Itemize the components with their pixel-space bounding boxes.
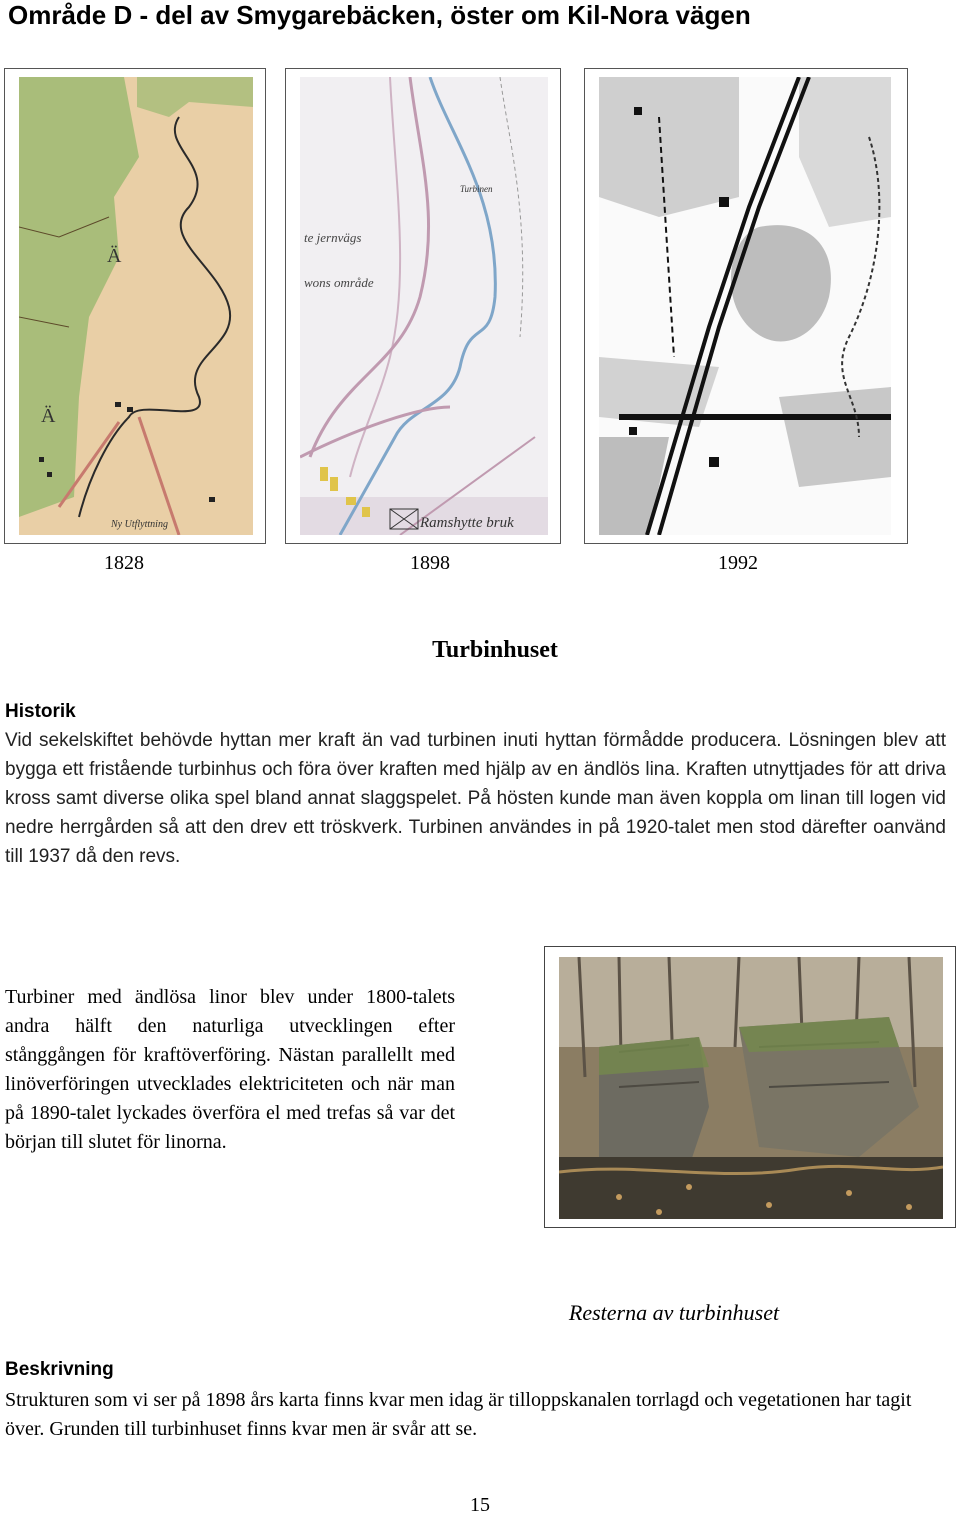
beskrivning-heading: Beskrivning bbox=[5, 1359, 114, 1380]
page-title: Område D - del av Smygarebäcken, öster om Kil-Nora vägen bbox=[8, 0, 751, 30]
modern-map-1992 bbox=[599, 77, 891, 535]
map-label: Ä bbox=[41, 405, 56, 427]
hand-drawn-map-1828 bbox=[19, 77, 253, 535]
historik-paragraph: Vid sekelskiftet behövde hyttan mer kraft än vad turbinen inuti hyttan förmådde producera. Lösningen blev att bygga ett fristående turbinhus och föra över kraften med hjälp av en ändlös lina. Kraften utnyttjades för att driva kross samt diverse olika spel bland annat slaggspelet. På hösten kunde man även koppla om linan till logen vid nedre herrgården så att den drev ett tröskverk. Turbinen användes in på 1920-talet men stod därefter oanvänd till 1937 då den revs. bbox=[5, 730, 946, 867]
intro-paragraph: Turbiner med ändlösa linor blev under 1800-talets andra hälft den naturliga utvecklingen efter stånggången för kraftöverföring. Nästan parallellt med linöverföringen utvecklades elektriciteten och när man på 1890-talet lyckades överföra el med trefas så var det början till slutet för linorna. bbox=[5, 986, 455, 1153]
map-year-label: 1828 bbox=[104, 552, 144, 574]
map-1992-frame bbox=[584, 68, 908, 544]
map-year-label: 1992 bbox=[718, 552, 758, 574]
map-label: Ny Utflyttning bbox=[111, 519, 168, 530]
section-title: Turbinhuset bbox=[432, 637, 558, 663]
photo-caption: Resterna av turbinhuset bbox=[568, 1300, 780, 1325]
photo-frame bbox=[544, 946, 956, 1228]
map-1898-frame bbox=[285, 68, 561, 544]
map-label: wons område bbox=[304, 275, 374, 290]
page-number: 15 bbox=[470, 1494, 490, 1516]
map-1828-frame bbox=[4, 68, 266, 544]
map-label: Turbinen bbox=[460, 184, 493, 194]
beskrivning-paragraph: Strukturen som vi ser på 1898 års karta finns kvar men idag är tilloppskanalen torrlagd och vegetationen har tagit över. Grunden till turbinhuset finns kvar men är svår att se. bbox=[5, 1389, 912, 1440]
turbine-ruin-photo bbox=[559, 957, 943, 1219]
map-label: te jernvägs bbox=[304, 230, 362, 245]
hand-drawn-map-1898 bbox=[300, 77, 548, 535]
map-year-label: 1898 bbox=[410, 552, 450, 574]
map-label: Ramshytte bruk bbox=[420, 515, 514, 531]
map-label: Ä bbox=[107, 245, 122, 267]
historik-heading: Historik bbox=[5, 701, 76, 722]
